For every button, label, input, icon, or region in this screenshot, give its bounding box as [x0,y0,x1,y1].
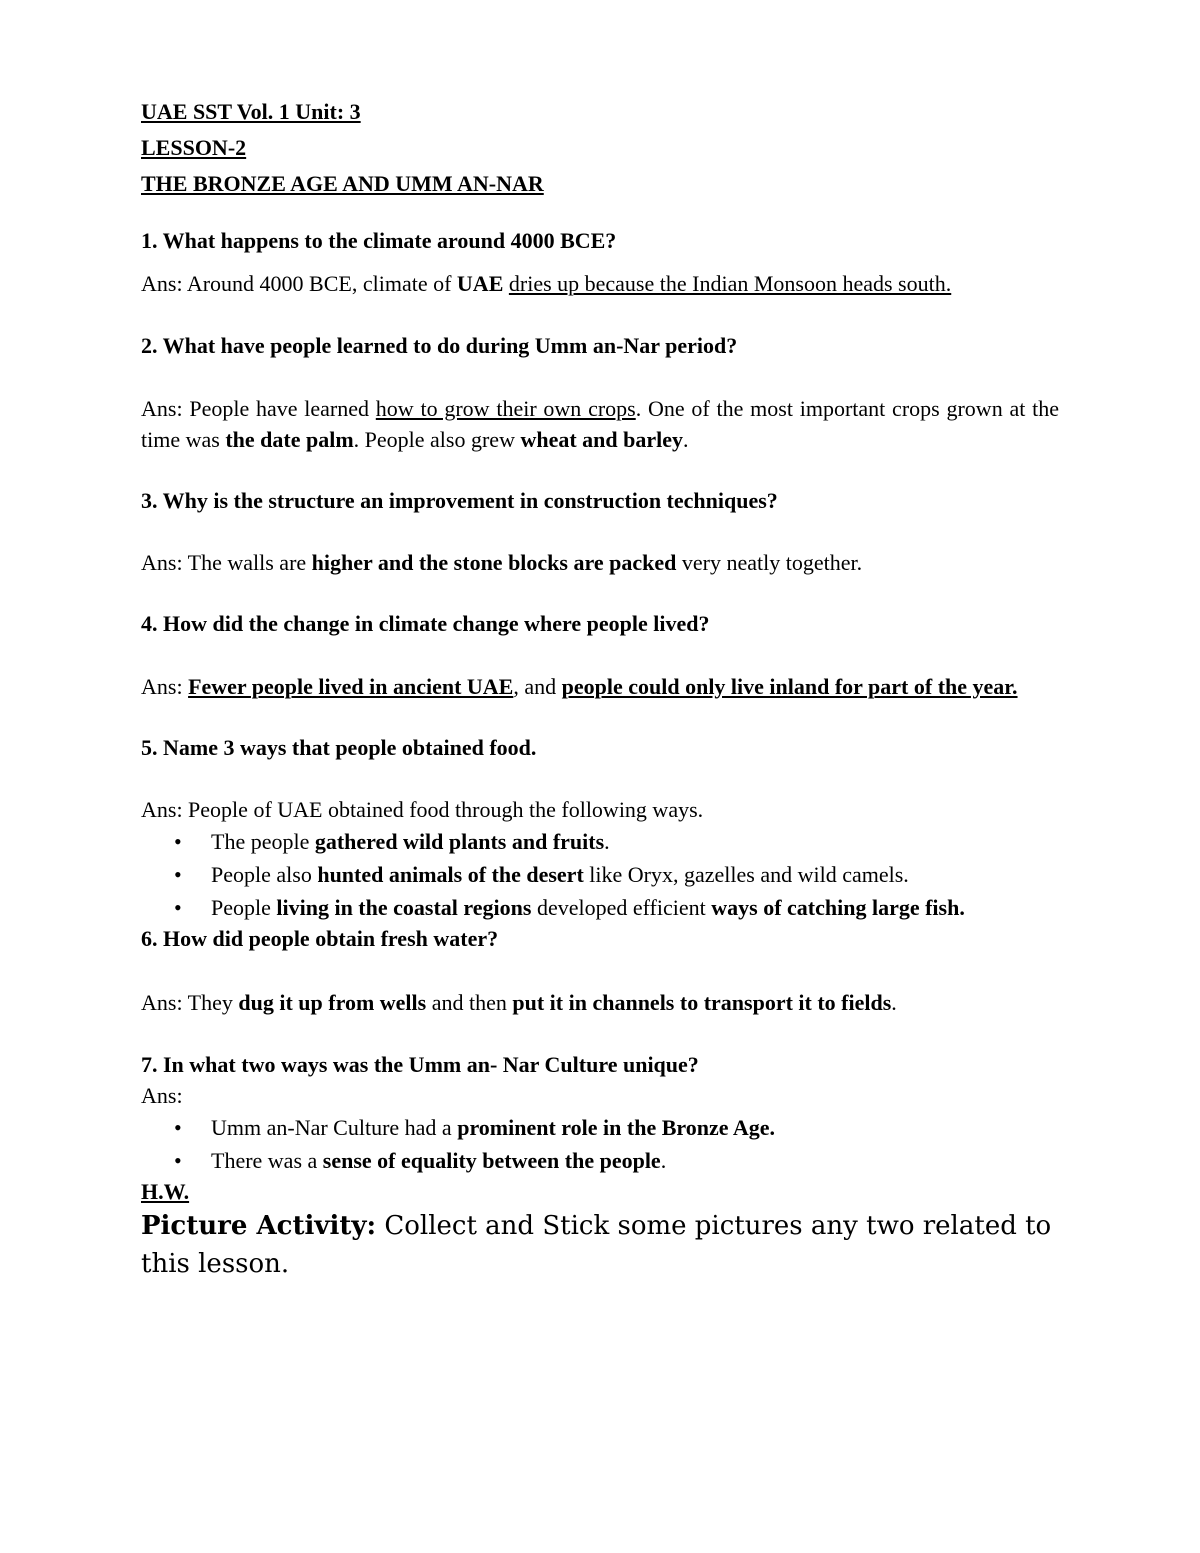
answer-bold-underline: Fewer people lived in ancient UAE [188,674,514,699]
lesson-title: THE BRONZE AGE AND UMM AN-NAR [141,171,544,196]
answer-bold: the date palm [225,427,354,452]
bullet-icon: • [174,1115,182,1140]
question-5: 5. Name 3 ways that people obtained food. [141,735,537,760]
answer-text: . [683,427,689,452]
activity-text: Collect and Stick some pictures any two related to this lesson. [141,1211,1052,1279]
answer-text: Ans: They [141,990,239,1015]
list-item [141,858,1059,891]
answer-bold: UAE [456,271,504,296]
item-bold: ways of catching large fish. [711,895,965,920]
question-1: 1. What happens to the climate around 4000 BCE? [141,228,617,253]
document-body [141,94,1059,1283]
item-bold: living in the coastal regions [276,895,532,920]
list-item [141,1111,1059,1144]
item-text: People also [211,862,318,887]
answer-text: very neatly together. [676,550,863,575]
answer-5-list [141,825,1059,924]
item-bold: hunted animals of the desert [317,862,584,887]
list-item [141,825,1059,858]
question-7: 7. In what two ways was the Umm an- Nar Culture unique? [141,1052,699,1077]
answer-text: . One of the most important crops grown at the time was [141,396,1059,452]
item-text: like Oryx, gazelles and wild camels. [583,862,909,887]
answer-7-label: Ans: [141,1083,183,1108]
item-text: The people [211,829,315,854]
item-bold: gathered wild plants and fruits [314,829,605,854]
bullet-icon: • [174,862,182,887]
answer-underline: dries up because the Indian Monsoon heads south. [508,271,952,296]
lesson-number: LESSON-2 [141,135,247,160]
answer-6 [141,987,1059,1018]
item-text: Umm an-Nar Culture had a [211,1115,458,1140]
answer-1 [141,268,1059,299]
bullet-icon: • [174,895,182,920]
item-text: There was a [211,1148,323,1173]
bullet-icon: • [174,829,182,854]
answer-text: . People also grew [353,427,521,452]
item-bold: prominent role in the Bronze Age. [457,1115,775,1140]
item-text: People [211,895,277,920]
answer-text: Ans: [141,674,189,699]
item-text: . [660,1148,667,1173]
answer-4 [141,671,1059,702]
unit-title: UAE SST Vol. 1 Unit: 3 [141,99,361,124]
answer-bold: dug it up from wells [238,990,427,1015]
answer-bold-underline: people could only live inland for part of the year. [561,674,1018,699]
answer-text: Ans: Around 4000 BCE, climate of [141,271,457,296]
answer-bold: put it in channels to transport it to fields [512,990,892,1015]
answer-text: Ans: The walls are [141,550,312,575]
answer-bold: wheat and barley [520,427,684,452]
answer-text: . [891,990,897,1015]
question-4: 4. How did the change in climate change where people lived? [141,611,710,636]
answer-text: , and [513,674,562,699]
answer-text: and then [426,990,513,1015]
answer-7-list [141,1111,1059,1177]
answer-text: Ans: People have learned [141,396,376,421]
question-6: 6. How did people obtain fresh water? [141,926,499,951]
picture-activity [141,1207,1059,1283]
answer-5-intro: Ans: People of UAE obtained food through the following ways. [141,797,704,822]
answer-3 [141,547,1059,578]
bullet-icon: • [174,1148,182,1173]
item-text: . [604,829,610,854]
answer-underline: how to grow their own crops [375,396,636,421]
item-text: developed efficient [531,895,712,920]
list-item [141,891,1059,924]
activity-title: Picture Activity: [141,1211,377,1241]
question-2: 2. What have people learned to do during Umm an-Nar period? [141,333,738,358]
question-3: 3. Why is the structure an improvement in construction techniques? [141,488,778,513]
homework-label: H.W. [141,1179,190,1204]
list-item [141,1144,1059,1177]
answer-2 [141,393,1059,455]
item-bold: sense of equality between the people [322,1148,661,1173]
answer-bold: higher and the stone blocks are packed [311,550,677,575]
